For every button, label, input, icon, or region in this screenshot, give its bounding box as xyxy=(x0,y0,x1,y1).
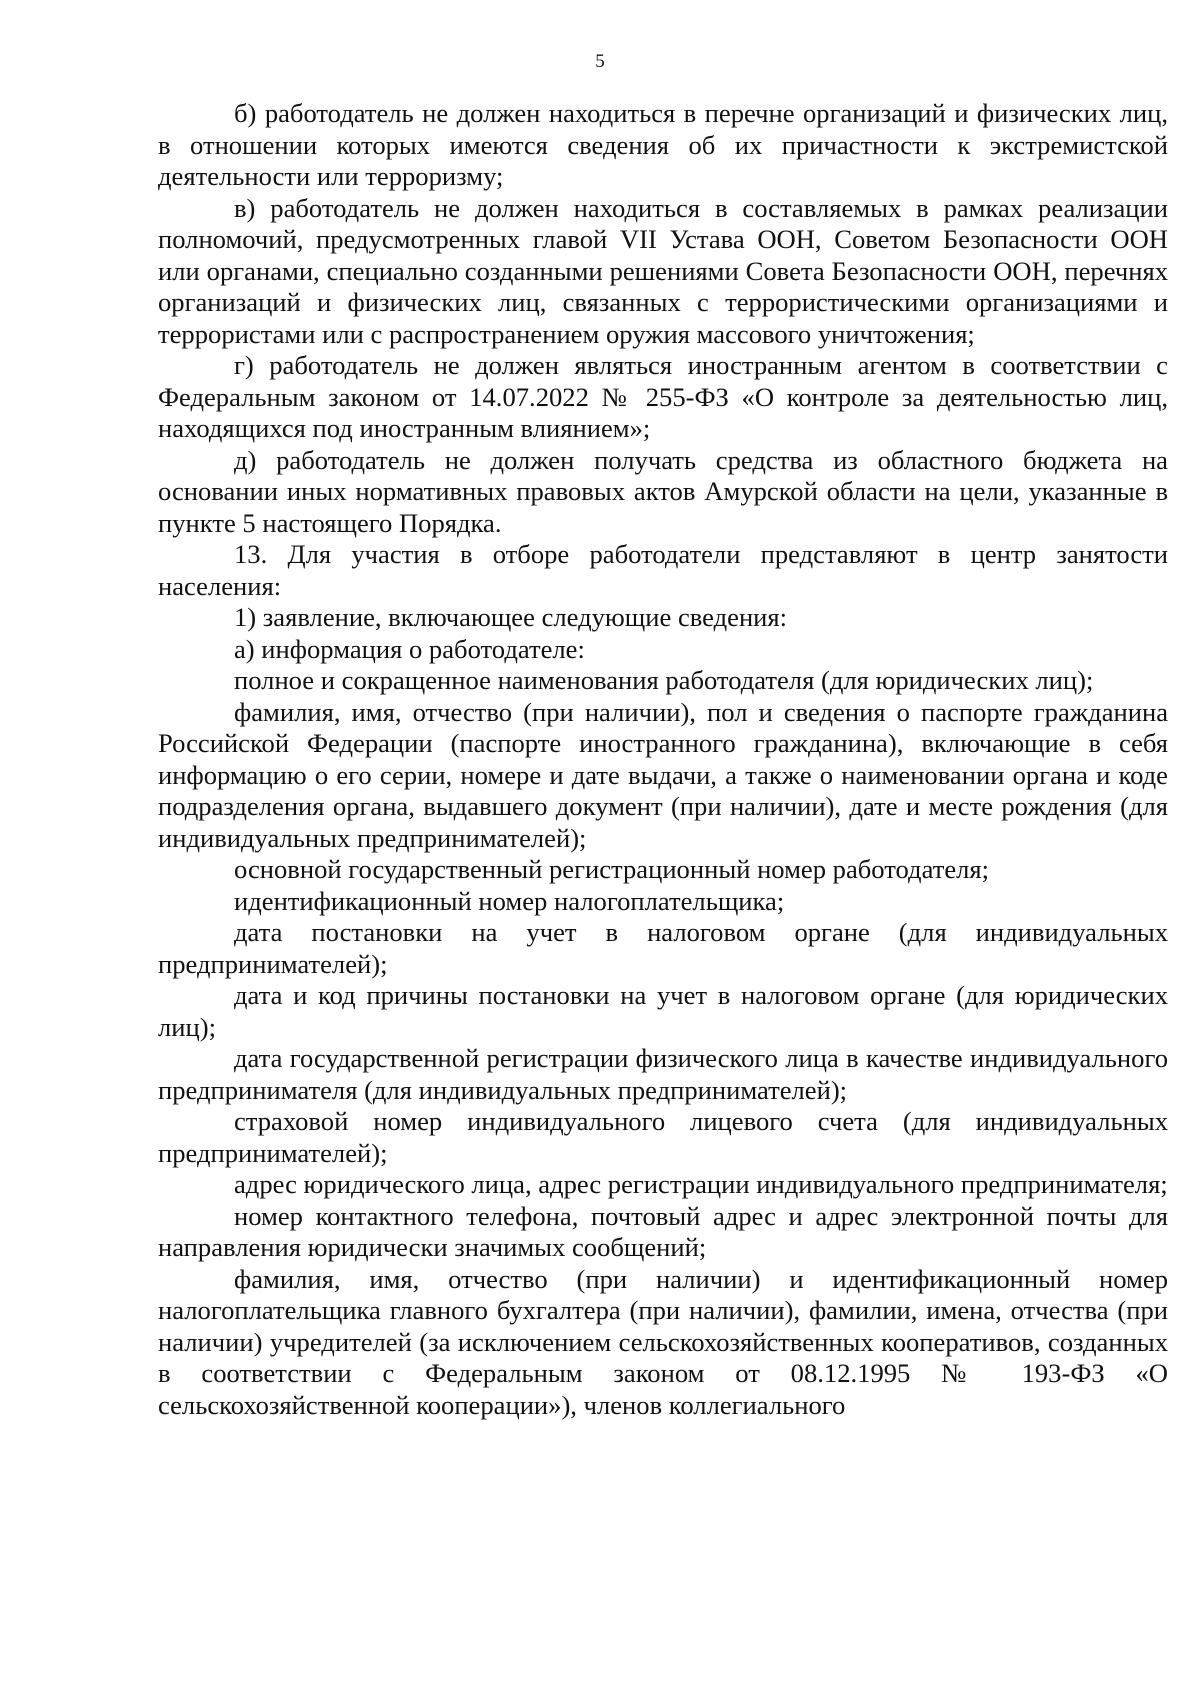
paragraph-passport-info: фамилия, имя, отчество (при наличии), пол и сведения о паспорте гражданина Российской Федерации (паспорте иностранного гражданина), включающие в себя информацию о его серии, номере и дате выдачи, а также о наименовании органа и коде подразделения органа, выдавшего документ (при наличии), дате и месте рождения (для индивидуальных предпринимателей); xyxy=(158,696,1168,853)
paragraph-tax-registration-ip: дата постановки на учет в налоговом органе (для индивидуальных предпринимателей); xyxy=(158,917,1168,979)
paragraph-ogrn: основной государственный регистрационный номер работодателя; xyxy=(234,854,990,884)
paragraph-d-budget: д) работодатель не должен получать средства из областного бюджета на основании иных нормативных правовых актов Амурской области на цели, указанные в пункте 5 настоящего Порядка. xyxy=(158,444,1168,538)
paragraph-a-employer-info: а) информация о работодателе: xyxy=(234,633,585,664)
paragraph-contacts: номер контактного телефона, почтовый адрес и адрес электронной почты для направления юридически значимых сообщений; xyxy=(158,1200,1168,1262)
paragraph-snils: страховой номер индивидуального лицевого счета (для индивидуальных предпринимателей); xyxy=(158,1106,1168,1168)
paragraph-accountant-founders: фамилия, имя, отчество (при наличии) и идентификационный номер налогоплательщика главного бухгалтера (при наличии), фамилии, имена, отчества (при наличии) учредителей (за исключением сельскохозяйственных кооперативов, созданных в соответствии с Федеральным законом от 08.12.1995 № 193-ФЗ «О сельскохозяйственной кооперации»), членов коллегиального xyxy=(158,1263,1168,1420)
paragraph-names-legal: полное и сокращенное наименования работодателя (для юридических лиц); xyxy=(234,665,1094,695)
paragraph-1-application: 1) заявление, включающее следующие сведения: xyxy=(234,602,788,632)
paragraph-state-registration: дата государственной регистрации физического лица в качестве индивидуального предпринимателя (для индивидуальных предпринимателей); xyxy=(158,1043,1168,1105)
document-body xyxy=(158,98,1168,1421)
paragraph-v-un-lists: в) работодатель не должен находиться в составляемых в рамках реализации полномочий, предусмотренных главой VII Устава ООН, Советом Безопасности ООН или органами, специально созданными решениями Совета Безопасности ООН, перечнях организаций и физических лиц, связанных с террористическими организациями и террористами или с распространением оружия массового уничтожения; xyxy=(158,192,1168,349)
paragraph-inn: идентификационный номер налогоплательщика; xyxy=(234,885,785,916)
paragraph-tax-registration-legal: дата и код причины постановки на учет в налоговом органе (для юридических лиц); xyxy=(158,980,1168,1042)
paragraph-g-foreign-agent: г) работодатель не должен являться иностранным агентом в соответствии с Федеральным законом от 14.07.2022 № 255-ФЗ «О контроле за деятельностью лиц, находящихся под иностранным влиянием»; xyxy=(158,350,1168,443)
paragraph-13-selection: 13. Для участия в отборе работодатели представляют в центр занятости населения: xyxy=(158,539,1168,601)
page-number: 5 xyxy=(595,51,605,72)
paragraph-address: адрес юридического лица, адрес регистрации индивидуального предпринимателя; xyxy=(234,1169,1168,1199)
paragraph-b-extremism: б) работодатель не должен находиться в перечне организаций и физических лиц, в отношении которых имеются сведения об их причастности к экстремистской деятельности или терроризму; xyxy=(158,98,1168,191)
